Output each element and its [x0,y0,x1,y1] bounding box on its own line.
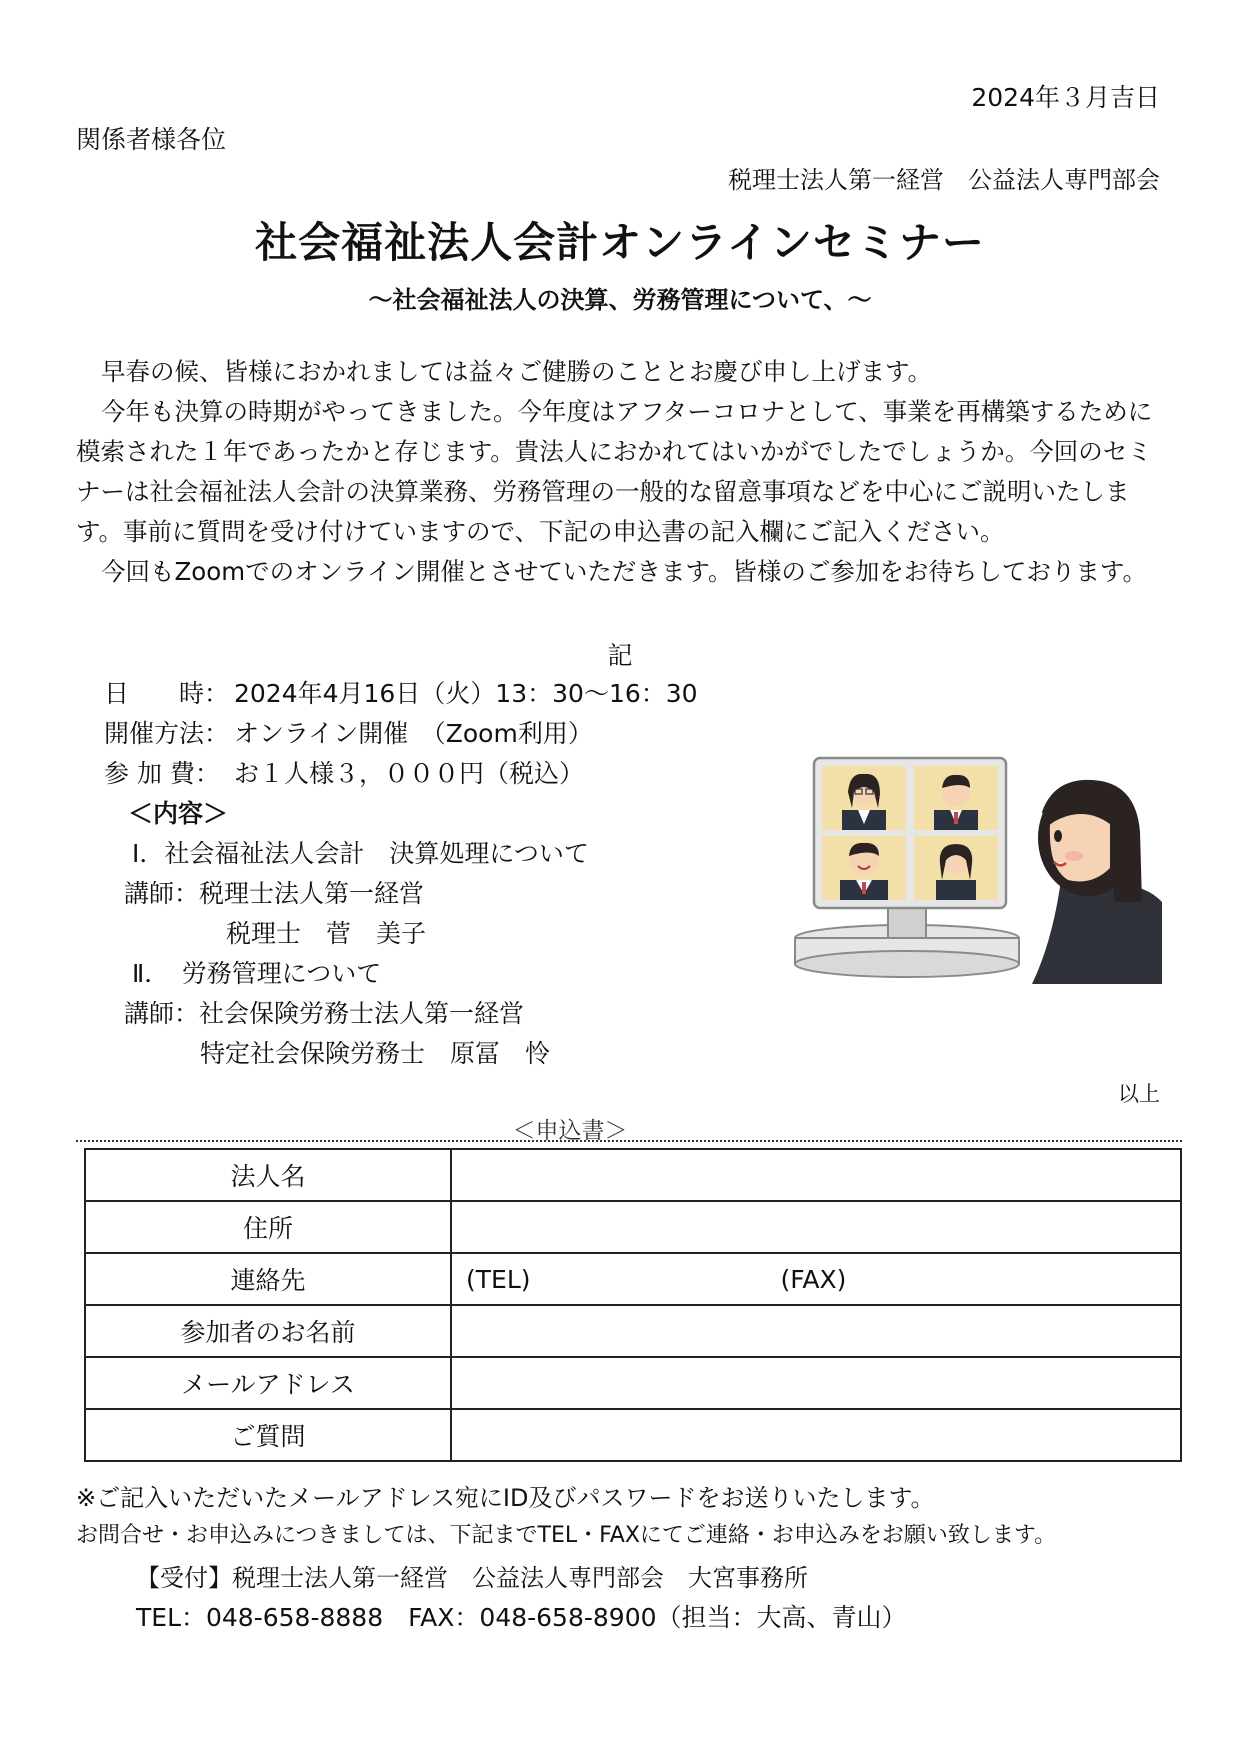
form-row-corp-name [85,1149,1181,1201]
closing-mark: 以上 [1118,1082,1160,1106]
form-label: ご質問 [85,1409,451,1461]
detail-method [104,714,593,750]
section-1-lecturer-org: 講師：税理士法人第一経営 [124,879,425,908]
body-text: 今年も決算の時期がやってきました。今年度はアフターコロナとして、事業を再構築するために模索された１年であったかと存じます。貴法人におかれてはいかがでしたでしょうか。今回のセミナーは社会福祉法人会計の決算業務、労務管理の一般的な留意事項などを中心にご説明いたします。事前に質問を受け付けていますので、下記の申込書の記入欄にご記入ください。 [76,397,1153,546]
video-tile-2 [914,766,998,830]
form-label: メールアドレス [85,1357,451,1409]
detail-value: 2024年4月16日（火）13：30～16：30 [234,679,698,708]
detail-label: 日 時： [104,679,230,708]
cut-line [76,1140,1182,1142]
detail-label: 開催方法： [104,719,230,748]
video-conference-illustration [792,752,1162,984]
detail-value: オンライン開催 （Zoom利用） [234,719,593,748]
participant-name-field[interactable] [451,1305,1181,1357]
form-title: ＜申込書＞ [512,1118,628,1144]
video-tile-1 [822,766,906,830]
address-field[interactable] [451,1201,1181,1253]
reception-office: 【受付】税理士法人第一経営 公益法人専門部会 大宮事務所 [136,1564,808,1592]
note-inquiry: お問合せ・お申込みにつきましては、下記までTEL・FAXにてご連絡・お申込みをお願い致します。 [76,1523,1057,1548]
detail-value: お１人様３，０００円（税込） [234,759,585,788]
document-date: 2024年３月吉日 [971,83,1160,112]
form-row-participant [85,1305,1181,1357]
note-credentials: ※ご記入いただいたメールアドレス宛にID及びパスワードをお送りいたします。 [76,1484,935,1512]
form-label: 法人名 [85,1149,451,1201]
form-label: 連絡先 [85,1253,451,1305]
body-paragraph-intro [76,392,1164,552]
form-row-email [85,1357,1181,1409]
body-text: 早春の候、皆様におかれましては益々ご健勝のこととお慶び申し上げます。 [101,357,933,386]
tel-label: (TEL) [466,1264,531,1294]
woman-viewer [1032,780,1162,984]
page-subtitle: ～社会福祉法人の決算、労務管理について、～ [368,286,872,314]
application-form [84,1148,1182,1462]
section-1-lecturer-name: 税理士 菅 美子 [226,919,427,948]
form-label: 参加者のお名前 [85,1305,451,1357]
section-1-title: Ⅰ．社会福祉法人会計 決算処理について [132,839,589,868]
video-tile-3 [822,836,906,900]
body-paragraph-zoom [76,552,1164,592]
form-label: 住所 [85,1201,451,1253]
section-2-lecturer-org: 講師：社会保険労務士法人第一経営 [124,999,525,1028]
question-field[interactable] [451,1409,1181,1461]
section-2-title: Ⅱ． 労務管理について [132,959,382,988]
content-heading: ＜内容＞ [128,799,229,828]
form-row-question [85,1409,1181,1461]
corp-name-field[interactable] [451,1149,1181,1201]
email-field[interactable] [451,1357,1181,1409]
ki-heading: 記 [607,641,633,670]
fax-label: (FAX) [780,1264,847,1294]
section-2-lecturer-name: 特定社会保険労務士 原冨 怜 [200,1039,551,1068]
detail-date [104,674,698,710]
contact-field[interactable] [451,1253,1181,1305]
body-paragraph-greeting [76,352,1164,392]
video-tile-4 [914,836,998,900]
body-text: 今回もZoomでのオンライン開催とさせていただきます。皆様のご参加をお待ちしております。 [101,557,1147,586]
detail-label: 参 加 費： [104,759,220,788]
monitor-base-bottom [795,951,1019,977]
contact-numbers: TEL：048-658-8888 FAX：048-658-8900（担当：大高、青山） [136,1603,907,1632]
organizer: 税理士法人第一経営 公益法人専門部会 [728,166,1160,194]
form-row-contact [85,1253,1181,1305]
detail-fee [104,754,584,790]
addressee: 関係者様各位 [76,125,227,154]
page-title: 社会福祉法人会計オンラインセミナー [255,218,985,267]
form-row-address [85,1201,1181,1253]
